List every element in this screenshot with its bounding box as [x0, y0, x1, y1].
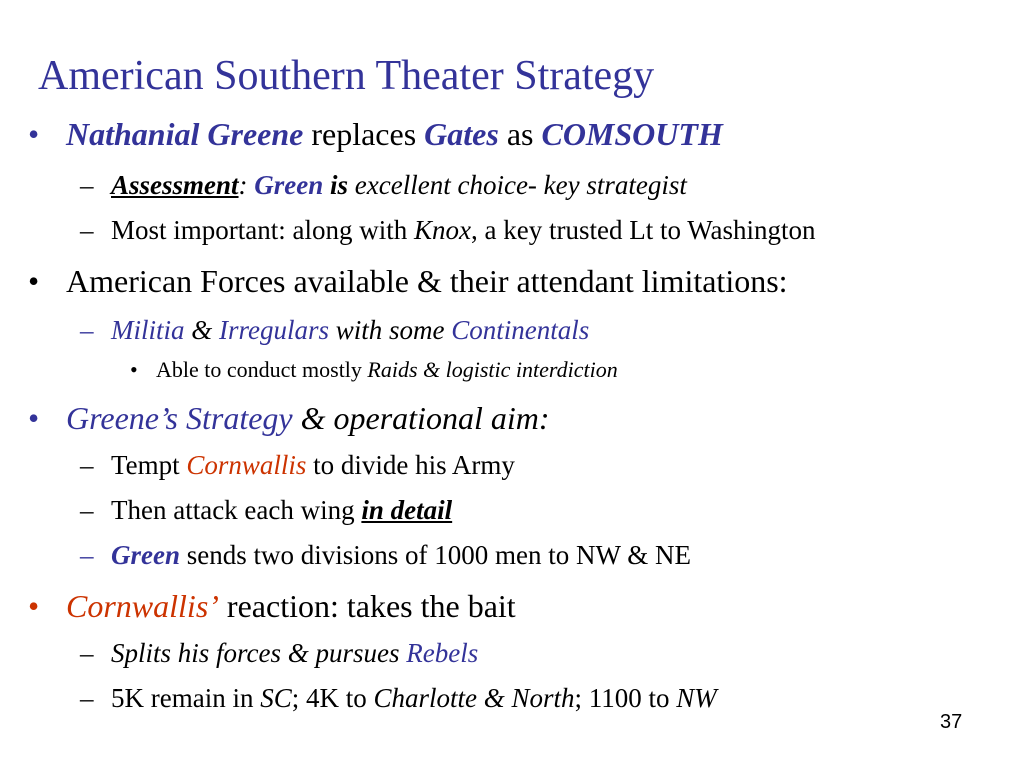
- bullet-marker: •: [28, 116, 40, 152]
- name-cornwallis: Cornwallis: [186, 450, 307, 480]
- remain-in: 5K remain in: [111, 683, 261, 713]
- name-gates: Gates: [424, 116, 499, 152]
- bullet-1-2-text-b: , a key trusted Lt to Washington: [471, 215, 816, 245]
- bullet-2-1-1-text: Able to conduct mostly: [156, 357, 368, 382]
- raids-interdiction: Raids & logistic interdiction: [367, 357, 618, 382]
- sub-bullet-marker: –: [80, 215, 94, 245]
- sub-bullet-marker: –: [80, 683, 94, 713]
- bullet-marker: •: [28, 588, 40, 624]
- divide-army: to divide his Army: [306, 450, 515, 480]
- sub-bullet-marker: –: [80, 450, 94, 480]
- sub-bullet-marker: –: [80, 170, 94, 200]
- tempt: Tempt: [111, 450, 187, 480]
- operational-aim: & operational aim:: [292, 400, 550, 436]
- bullet-4: [66, 586, 516, 626]
- place-nw: NW: [676, 683, 717, 713]
- four-k-to: ; 4K to: [291, 683, 374, 713]
- splits-forces: Splits his forces & pursues: [111, 638, 407, 668]
- name-cornwallis-possessive: Cornwallis’: [66, 588, 219, 624]
- name-knox: Knox: [414, 215, 471, 245]
- eleven-hundred-to: ; 1100 to: [574, 683, 677, 713]
- in-detail: in detail: [361, 495, 453, 525]
- bullet-3-1: [111, 448, 515, 482]
- sub-bullet-marker: –: [80, 315, 94, 345]
- term-militia: Militia: [111, 315, 185, 345]
- place-sc: SC: [260, 683, 292, 713]
- bullet-1-text-b: as: [498, 116, 542, 152]
- name-green: Green: [111, 540, 180, 570]
- term-irregulars: Irregulars: [219, 315, 330, 345]
- bullet-3-2: [111, 493, 452, 527]
- bullet-2-1: [111, 313, 589, 347]
- place-charlotte-north: Charlotte & North: [373, 683, 575, 713]
- bullet-4-1: [111, 636, 478, 670]
- name-green: Green: [247, 170, 324, 200]
- name-nathanial-greene: Nathanial Greene: [66, 116, 304, 152]
- bullet-marker: •: [28, 400, 40, 436]
- ampersand: &: [184, 315, 220, 345]
- bullet-3-3: [111, 538, 691, 572]
- term-comsouth: COMSOUTH: [541, 116, 723, 152]
- label-assessment: Assessment: [111, 170, 239, 200]
- bullet-2-text: American Forces available & their attendant limitations:: [66, 263, 788, 299]
- sub-bullet-marker: –: [80, 638, 94, 668]
- sends-divisions: sends two divisions of 1000 men to NW & NE: [180, 540, 691, 570]
- bullet-1-2: [111, 213, 816, 247]
- bullet-2: [66, 261, 788, 301]
- with-some: with some: [329, 315, 452, 345]
- sub-bullet-marker: –: [80, 495, 94, 525]
- word-is: is: [323, 170, 349, 200]
- bullet-4-2: [111, 681, 717, 715]
- bullet-1: [66, 114, 723, 154]
- greenes-strategy: Greene’s Strategy: [66, 400, 293, 436]
- reaction-text: reaction: takes the bait: [218, 588, 516, 624]
- sub-bullet-marker: –: [80, 540, 94, 570]
- bullet-1-1: [111, 168, 687, 202]
- attack-each-wing: Then attack each wing: [111, 495, 362, 525]
- colon: :: [238, 170, 248, 200]
- sub-sub-bullet-marker: •: [130, 357, 138, 382]
- term-rebels: Rebels: [406, 638, 479, 668]
- bullet-2-1-1: [156, 356, 618, 384]
- bullet-1-text-a: replaces: [303, 116, 425, 152]
- bullet-3: [66, 398, 549, 438]
- bullet-marker: •: [28, 263, 40, 299]
- page-number: 37: [940, 711, 963, 733]
- term-continentals: Continentals: [451, 315, 590, 345]
- bullet-1-2-text-a: Most important: along with: [111, 215, 414, 245]
- slide-title: American Southern Theater Strategy: [38, 53, 655, 99]
- assessment-text: excellent choice- key strategist: [348, 170, 687, 200]
